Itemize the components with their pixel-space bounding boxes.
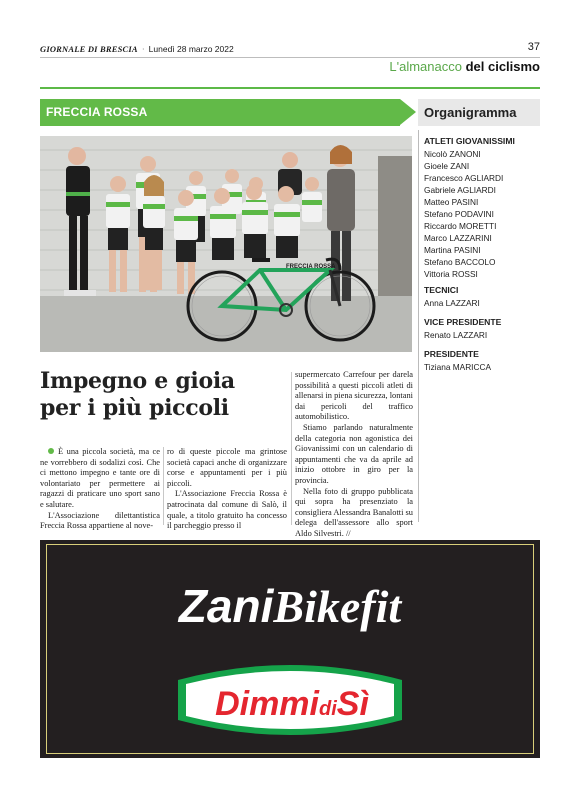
paragraph: Stiamo parlando naturalmente della categoria non agonistica dei Giovanissimi con un calendario di appuntamenti che va da aprile ad inizio ottobre in giro per la provincia. xyxy=(295,422,413,485)
group-technicians xyxy=(424,285,480,309)
president-name: Tiziana MARICCA xyxy=(424,362,492,372)
di-word: di xyxy=(319,698,337,720)
athlete-name: Gabriele AGLIARDI xyxy=(424,185,496,195)
athlete-name: Stefano BACCOLO xyxy=(424,257,496,267)
si-word: Sì xyxy=(336,685,369,723)
group-heading: ATLETI GIOVANISSIMI xyxy=(424,136,515,146)
section-rule xyxy=(40,87,540,89)
group-athletes xyxy=(424,136,515,280)
group-heading: PRESIDENTE xyxy=(424,349,479,359)
svg-text:DimmidiSì xyxy=(215,685,369,723)
section-title xyxy=(389,59,540,74)
technician-name: Anna LAZZARI xyxy=(424,298,480,308)
masthead-separator: · xyxy=(141,44,145,54)
group-heading: VICE PRESIDENTE xyxy=(424,317,502,327)
article-signature: // xyxy=(345,528,351,538)
article-headline xyxy=(40,368,290,422)
zani-word: Zani xyxy=(178,580,274,632)
zanibikefit-logo xyxy=(177,580,403,632)
paragraph: Nella foto di gruppo pubblicata qui sopra ha presenziato la consigliera Alessandra Banalotti su delega dell'assessore allo sport Aldo Silvestri. xyxy=(295,486,413,538)
bikefit-word: Bikefit xyxy=(273,581,402,632)
headline-line: per i più piccoli xyxy=(40,395,229,421)
section-title-light: L'almanacco xyxy=(389,59,466,74)
athlete-name: Stefano PODAVINI xyxy=(424,209,494,219)
athlete-name: Francesco AGLIARDI xyxy=(424,173,504,183)
bullet-icon xyxy=(48,448,54,454)
paragraph: supermercato Carrefour per darela possibilità a questi piccoli atleti di allenarsi in piena sicurezza, lontani dai pericoli del traffico automobilistico. xyxy=(295,370,413,422)
newspaper-name: GIORNALE DI BRESCIA xyxy=(40,44,138,54)
group-president xyxy=(424,349,491,373)
organigramma-title: Organigramma xyxy=(418,99,540,126)
athlete-name: Nicolò ZANONI xyxy=(424,149,481,159)
athlete-name: Riccardo MORETTI xyxy=(424,221,497,231)
athlete-name: Martina PASINI xyxy=(424,245,481,255)
paragraph: È una piccola società, ma ce ne vorrebbero di sodalizi così. Che ci mettono impegno e tante ore di volontariato per permettere ai ragazzi di praticare uno sport sano e salutare. xyxy=(40,447,160,509)
group-heading: TECNICI xyxy=(424,285,459,295)
article-column-1 xyxy=(40,447,160,532)
issue-date: Lunedì 28 marzo 2022 xyxy=(148,44,234,54)
dimmidisi-logo xyxy=(178,665,402,735)
column-divider xyxy=(291,372,292,525)
banner-arrow xyxy=(400,99,416,125)
team-banner xyxy=(40,99,418,126)
headline-line: Impegno e gioia xyxy=(40,368,235,394)
article-column-2 xyxy=(167,447,287,532)
dimmi-word: Dimmi xyxy=(215,685,320,723)
advertisement xyxy=(40,540,540,758)
page-number: 37 xyxy=(527,41,540,53)
team-name: FRECCIA ROSSA xyxy=(46,105,148,119)
masthead-rule xyxy=(40,57,540,58)
paragraph: ro di queste piccole ma grintose società capaci anche di organizzare corse e appuntamenti per i più piccoli. xyxy=(167,447,287,488)
paragraph: L'Associazione Freccia Rossa è patrocinata dal comune di Salò, il quale, a titolo gratuito ha concesso il parcheggio presso il xyxy=(167,489,287,531)
athlete-name: Vittoria ROSSI xyxy=(424,269,478,279)
athlete-name: Matteo PASINI xyxy=(424,197,479,207)
masthead xyxy=(40,44,234,54)
athlete-name: Marco LAZZARINI xyxy=(424,233,492,243)
paragraph: L'Associazione dilettantistica Freccia Rossa appartiene al nove- xyxy=(40,510,160,531)
sidebar-divider xyxy=(418,130,419,522)
article-column-3 xyxy=(295,370,413,540)
vice-president-name: Renato LAZZARI xyxy=(424,330,488,340)
team-photo xyxy=(40,136,412,352)
column-divider xyxy=(163,447,164,525)
section-title-bold: del ciclismo xyxy=(465,59,540,74)
group-vice-president xyxy=(424,317,501,341)
athlete-name: Gioele ZANI xyxy=(424,161,470,171)
bike-frame-label: FRECCIA ROSSA xyxy=(286,264,336,270)
